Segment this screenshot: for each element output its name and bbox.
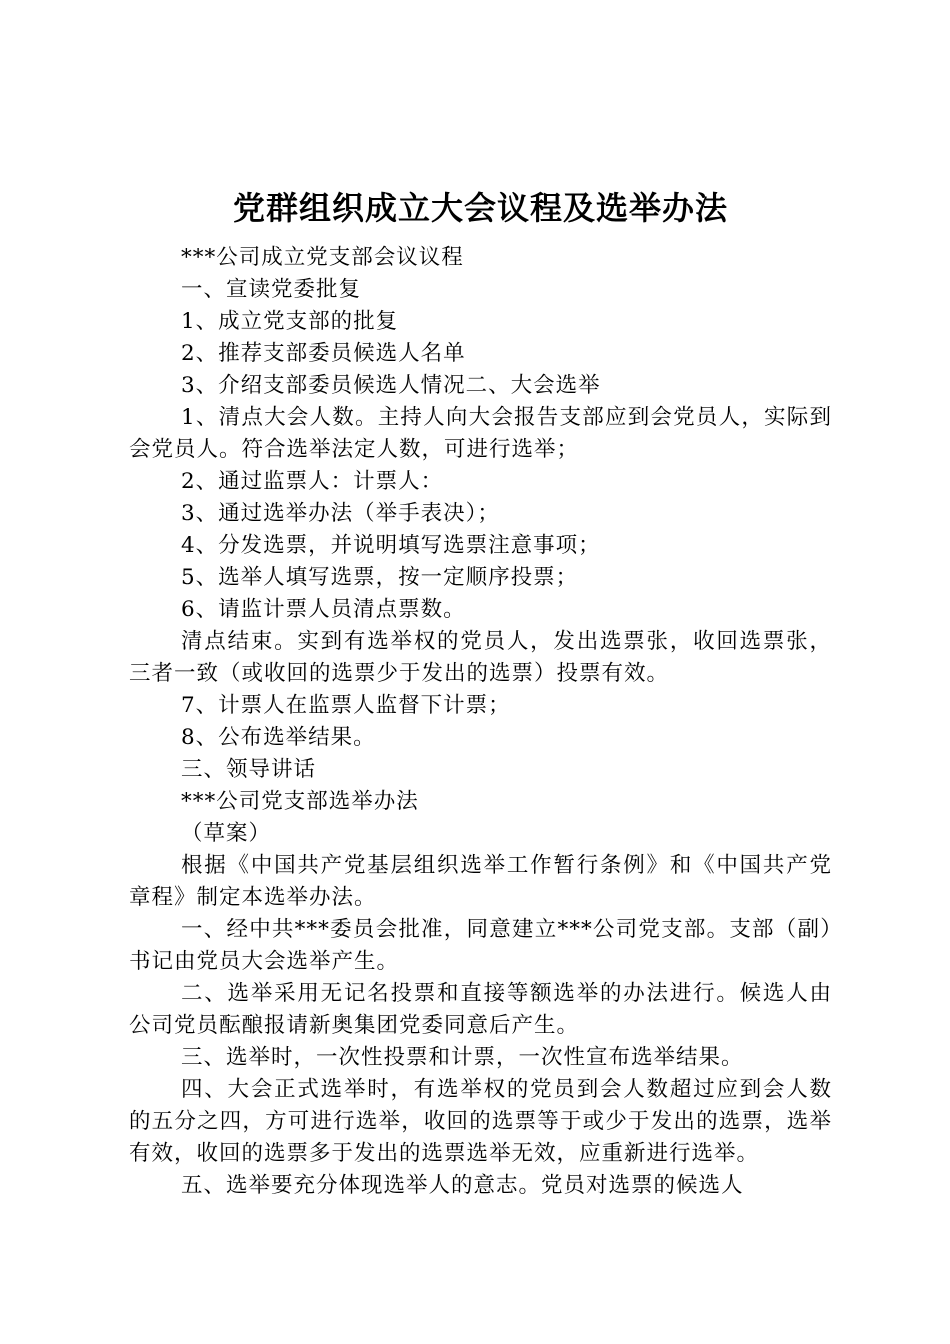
election-rules-heading: ***公司党支部选举办法	[181, 789, 419, 814]
agenda-item: 1、成立党支部的批复	[181, 309, 399, 334]
rules-paragraph: 五、选举要充分体现选举人的意志。党员对选票的候选人	[181, 1173, 744, 1198]
agenda-item: 3、介绍支部委员候选人情况二、大会选举	[181, 373, 601, 398]
rules-paragraph: 根据《中国共产党基层组织选举工作暂行条例》和《中国共产党章程》制定本选举办法。	[129, 853, 832, 910]
section-1-heading: 一、宣读党委批复	[181, 277, 362, 302]
agenda-item: 2、推荐支部委员候选人名单	[181, 341, 466, 366]
agenda-paragraph: 清点结束。实到有选举权的党员人，发出选票张，收回选票张，三者一致（或收回的选票少于发出的选票）投票有效。	[129, 629, 832, 686]
agenda-item: 4、分发选票，并说明填写选票注意事项；	[181, 533, 601, 558]
rules-paragraph: 二、选举采用无记名投票和直接等额选举的办法进行。候选人由公司党员酝酿报请新奥集团党委同意后产生。	[129, 981, 832, 1038]
section-3-heading: 三、领导讲话	[181, 757, 317, 782]
document-title: 党群组织成立大会议程及选举办法	[232, 189, 728, 227]
agenda-item: 3、通过选举办法（举手表决）；	[181, 501, 500, 526]
document-page	[129, 186, 832, 1202]
agenda-item: 8、公布选举结果。	[181, 725, 376, 750]
agenda-item: 1、清点大会人数。主持人向大会报告支部应到会党员人，实际到会党员人。符合选举法定人数，可进行选举；	[129, 405, 832, 462]
agenda-heading: ***公司成立党支部会议议程	[181, 245, 464, 270]
draft-label: （草案）	[181, 821, 272, 846]
rules-paragraph: 一、经中共***委员会批准，同意建立***公司党支部。支部（副）书记由党员大会选举产生。	[129, 917, 832, 974]
agenda-item: 2、通过监票人：计票人：	[181, 469, 444, 494]
agenda-item: 7、计票人在监票人监督下计票；	[181, 693, 511, 718]
agenda-item: 6、请监计票人员清点票数。	[181, 597, 466, 622]
agenda-item: 5、选举人填写选票，按一定顺序投票；	[181, 565, 579, 590]
rules-paragraph: 三、选举时，一次性投票和计票，一次性宣布选举结果。	[181, 1045, 744, 1070]
rules-paragraph: 四、大会正式选举时，有选举权的党员到会人数超过应到会人数的五分之四，方可进行选举，收回的选票等于或少于发出的选票，选举有效，收回的选票多于发出的选票选举无效，应重新进行选举。	[129, 1077, 832, 1166]
